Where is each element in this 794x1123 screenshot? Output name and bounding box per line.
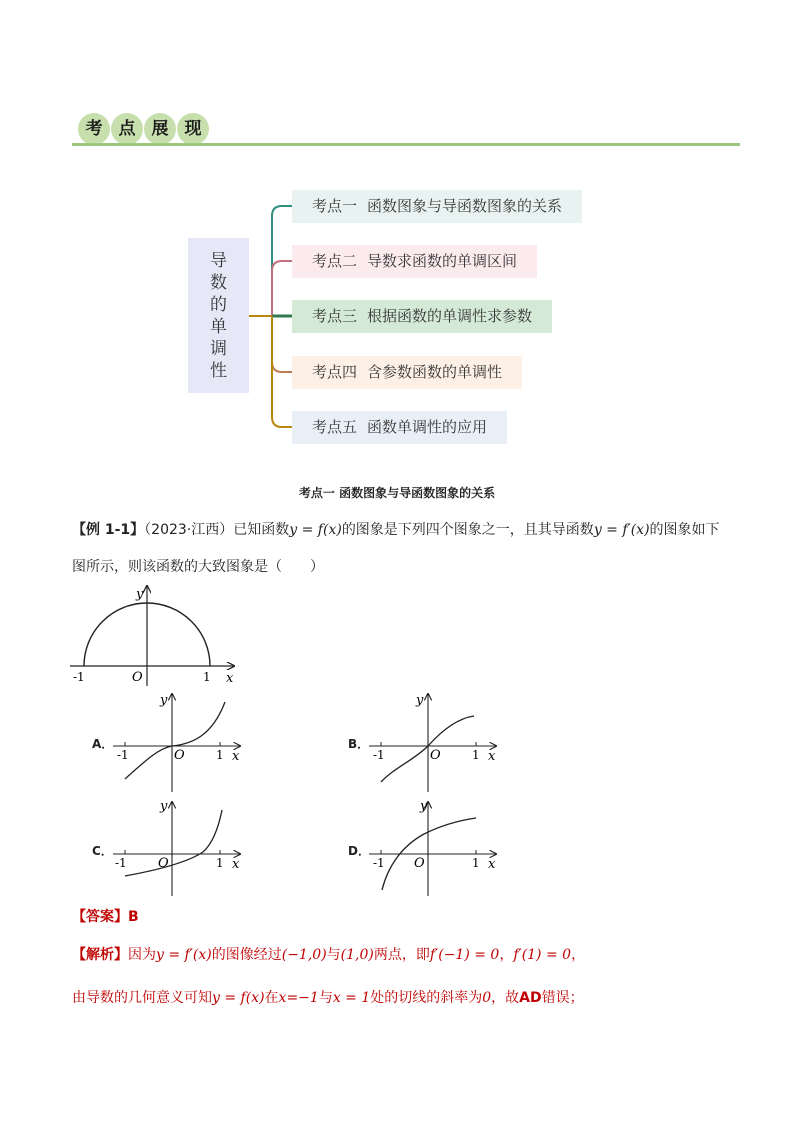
x-axis-label: x [226,671,234,686]
math-expression: y = f′(x) [156,947,212,963]
analysis-text: ， [499,947,514,963]
tick-label: -1 [373,856,385,870]
option-c-graph[interactable] [108,796,248,900]
header-char: 考 [78,113,110,145]
topic-key: 考点四 [312,363,358,381]
origin-label: O [132,670,143,685]
analysis-text: 由导数的几何意义可知 [72,990,212,1006]
header-char: 展 [144,113,176,145]
math-expression: y = f′(x) [593,522,650,538]
section-title: 考点一 函数图象与导函数图象的关系 [298,486,496,500]
topic-key: 考点一 [312,197,358,215]
x-axis-label: x [488,857,496,872]
analysis-text: ， [571,947,586,963]
answer-value: B [128,909,139,925]
y-axis-label: y [160,693,168,708]
x-axis-label: x [232,857,240,872]
origin-label: O [414,856,425,871]
analysis-text: 错误； [541,990,584,1006]
analysis-text: ，故 [491,990,520,1006]
tick-label: 1 [472,856,480,870]
root-label: 导数的单调性 [210,250,227,381]
analysis-line-1 [72,944,585,964]
question-text: 的图象是下列四个图象之一，且其导函数 [341,522,594,538]
header-char: 点 [111,113,143,145]
math-expression: (−1,0) [281,947,327,963]
topic-key: 考点三 [312,307,358,325]
analysis-line-2 [72,987,584,1007]
math-expression: x = 1 [332,990,371,1006]
math-expression: 0 [482,990,492,1006]
math-expression: f′(1) = 0 [513,947,572,963]
mind-map-root [188,238,249,393]
origin-label: O [158,856,169,871]
y-axis-label: y [416,693,424,708]
analysis-text: 处的切线的斜率为 [370,990,483,1006]
math-expression: f′(−1) = 0 [429,947,500,963]
topic-node-3 [292,300,552,333]
tick-label: 1 [472,748,480,762]
math-expression: y = f(x) [289,522,342,538]
analysis-text: 与 [326,947,341,963]
topic-text: 函数单调性的应用 [367,418,488,436]
topic-key: 考点五 [312,418,358,436]
analysis-text: 因为 [128,947,156,963]
tick-label: 1 [216,856,224,870]
topic-text: 导数求函数的单调区间 [367,252,518,270]
tick-label: 1 [203,670,211,684]
option-reference: AD [519,990,542,1006]
example-tag: 【例 1-1】 [72,522,145,538]
option-a-curve [125,702,225,779]
y-axis-label: y [420,799,428,814]
topic-text: 函数图象与导函数图象的关系 [367,197,563,215]
option-b-graph[interactable] [364,688,504,796]
topic-node-1 [292,190,582,223]
option-d-graph[interactable] [364,796,504,900]
origin-label: O [430,748,441,763]
analysis-text: 与 [318,990,333,1006]
tick-label: -1 [73,670,85,684]
option-d-label[interactable]: D． [348,844,370,858]
option-b-label[interactable]: B． [348,737,370,751]
answer-label: 【答案】 [72,909,128,925]
answer-line [72,906,139,926]
topic-node-5 [292,411,507,444]
topic-node-4 [292,356,522,389]
x-axis-label: x [488,749,496,764]
topic-text: 根据函数的单调性求参数 [367,307,533,325]
tick-label: -1 [115,856,127,870]
analysis-text: 在 [264,990,279,1006]
origin-label: O [174,748,185,763]
analysis-text: 的图像经过 [211,947,282,963]
question-text: 的图象如下 [649,522,720,538]
question-line-1 [72,519,720,539]
topic-node-2 [292,245,537,278]
example-source: （2023·江西） [144,522,234,538]
option-a-graph[interactable] [108,688,248,796]
header-char: 现 [177,113,209,145]
tick-label: -1 [373,748,385,762]
question-text: 已知函数 [233,522,290,538]
y-axis-label: y [136,587,144,602]
tick-label: 1 [216,748,224,762]
x-axis-label: x [232,749,240,764]
math-expression: x=−1 [278,990,319,1006]
topic-key: 考点二 [312,252,358,270]
option-a-label[interactable]: A． [92,737,114,751]
mind-map-connectors [0,0,794,460]
analysis-label: 【解析】 [72,947,128,963]
branch-4 [272,316,292,372]
topic-text: 含参数函数的单调性 [367,363,503,381]
question-line-2: 图所示，则该函数的大致图象是（ ） [72,559,324,575]
math-expression: y = f(x) [212,990,265,1006]
analysis-text: 两点，即 [373,947,430,963]
option-c-label[interactable]: C． [92,844,113,858]
y-axis-label: y [160,799,168,814]
option-c-curve [125,810,222,876]
math-expression: (1,0) [340,947,374,963]
branch-2 [272,261,292,316]
derivative-graph [66,583,246,688]
tick-label: -1 [117,748,129,762]
